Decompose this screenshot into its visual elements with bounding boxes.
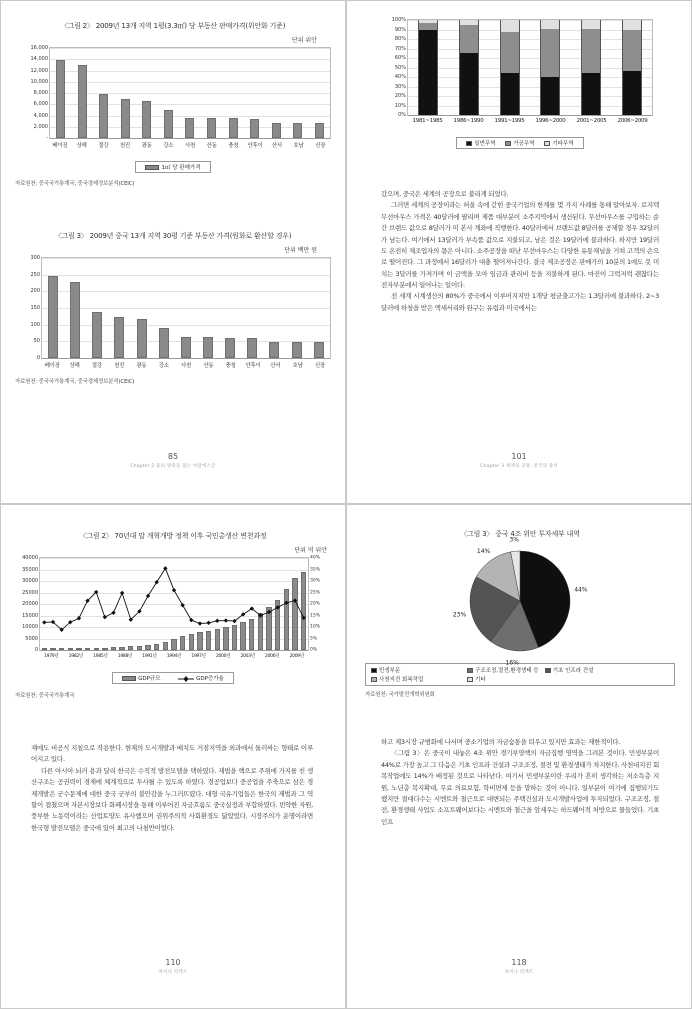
y-axis-tick: 5000 [25,635,38,642]
page-folio [347,958,691,975]
figure-unit: 단위 위안 [291,37,317,44]
x-axis-tick: 1985년 [93,654,108,659]
plot-area [391,17,653,118]
data-point [42,620,46,624]
stacked-bar [459,20,479,115]
y-axis-tick: 250 [30,271,40,278]
bar [207,118,216,138]
y-axis-tick: 10% [394,102,406,109]
y2-axis-tick: 30% [310,578,321,584]
page-body-text [31,743,313,834]
x-axis-tick: 1997년 [191,654,206,659]
y-axis-tick: 40% [394,74,406,80]
x-axis-tick: 절강 [98,143,109,149]
x-axis-tick: 1979년 [44,654,59,659]
y-axis-tick: 14,000 [30,56,48,63]
x-axis-tick: 사천 [184,143,195,149]
figure-title: 〈그림 2〉 70년대 말 개혁개방 정책 이후 국민총생산 변천과정 [79,532,267,540]
data-point [284,601,288,605]
data-point [155,580,159,584]
y-axis-tick: 40000 [22,555,38,561]
x-axis-tick: 천진 [119,143,130,149]
x-axis-tick: 2000년 [215,654,231,659]
bar [159,328,169,358]
figure-unit: 단위 백만 원 [284,247,317,254]
x-axis-labels [49,141,331,149]
bar [293,123,302,138]
y-axis-tick: 80% [394,36,406,42]
x-axis-tick: 신장 [314,363,325,369]
bar-segment [581,20,601,29]
bar-segment [500,32,520,73]
figure-source: 자료원천: 중국국가통계국 [15,693,75,699]
bar [272,123,281,138]
book-page-118 [346,504,692,1009]
pie-chart-area [365,536,675,667]
y-axis-tick: 10,000 [30,78,48,85]
page-folio [347,452,691,469]
legend-item: 구조조정,절전,환경생태 등 [467,666,539,674]
bar [164,110,173,138]
page-folio [1,958,345,975]
bar [56,60,65,138]
y-axis-tick: 20% [394,93,406,99]
bar [229,118,238,138]
bar [315,123,324,138]
paragraph: 전 세계 시계생산의 80%가 중국에서 이루어지지만 1개당 평균출고가는 1.3달러에 불과하다. 2~3달러에 하청을 받은 액세서리와 완구는 유럽과 미국에서는 [381,292,659,312]
y-axis-tick: 4,000 [33,112,48,119]
page-folio [1,452,345,469]
bar-segment [622,30,642,71]
bar [142,101,151,138]
paragraph: 하고 제3시장 규범화에 나서며 중소기업의 자금숨통을 틔우고 있지만 효과는 제한적이다. [381,738,621,746]
x-axis-tick: 안후이 [245,363,261,369]
bar-segment [540,29,560,77]
y-axis-tick: 150 [30,305,40,311]
x-axis-tick: 2006~2009 [617,118,648,124]
bar [314,342,324,358]
bar-segment [540,77,560,115]
x-axis-tick: 2001~2005 [576,118,607,124]
bar [247,338,257,358]
data-point [111,611,115,615]
bar [181,337,191,358]
data-point [103,615,107,619]
x-axis-tick: 2006년 [265,654,280,659]
x-axis-tick: 천진 [114,363,125,369]
bar-segment [622,71,642,115]
book-page-85 [0,0,346,504]
running-head: Chapter 2 용의 방축을 잡는 아랍에스건 [130,464,216,469]
data-point [267,610,271,614]
running-head: Chapter 3 세계의 공장, 중국의 종서 [480,464,558,469]
x-axis-tick: 강소 [163,143,174,149]
x-axis-tick: 베이징 [52,143,68,149]
x-axis-tick: 충칭 [225,363,236,369]
stacked-bar-series [408,20,652,115]
figure-unit: 단위 억 위안 [294,547,327,554]
figure-source: 자료원천: 중국국가통계국, 중국경제정보분석(CEIC) [15,379,135,385]
x-axis-tick: 산동 [206,143,217,149]
stacked-bar [500,20,520,115]
y-axis-tick: - [46,135,48,141]
y-axis-tick: 8,000 [33,90,48,96]
data-point [215,619,219,623]
data-point [293,598,297,602]
y-axis-tick: 16,000 [30,45,48,51]
x-axis-tick: 사천 [181,363,192,369]
x-axis-tick: 호남 [293,143,304,149]
y-axis-tick: 15000 [22,612,38,619]
figure-4trillion-investment [365,529,675,698]
y2-axis-tick: 20% [310,601,321,607]
running-head: 차이나 리액트 [504,970,534,975]
legend-item: 기타 [467,675,486,683]
data-point [276,605,280,609]
figure-source: 자료원천: 중국국가통계국, 중국경제정보분석(CEIC) [15,181,135,187]
y2-axis-tick: 40% [310,555,321,561]
running-head: 차이나 리액트 [158,970,188,975]
x-axis-tick: 베이징 [44,363,60,369]
bar-segment [540,20,560,29]
bar [203,337,213,358]
x-axis-labels [39,653,309,659]
bar [269,342,279,358]
bar-segment [581,29,601,74]
data-point [301,616,305,620]
y-axis-tick: 35000 [22,566,38,573]
page-number: 101 [511,452,527,461]
x-axis-tick: 1981~1985 [412,118,443,124]
bar [121,99,130,138]
paragraph: 다른 아시아 뇌러 용과 달리 한국은 수직적 발전모델을 택하였다. 재벌을 핵으로 주위에 가지를 친 생산구조는 공권력이 경제에 체계적으로 투사될 수 있도록 하였다. 경공업보다 중공업을 주축으로 삼은 경제개발은 군수문제에 대한 중국 군부의 불안감을 누그러뜨렸다. 대형 국유기업들은 한국의 재벌과 그 역할이 겹쳤으며 자본시장보다 화폐시장을 통해 이루어진 자금흐름도 중국실정과 부합하였다. 빈약한 자원, 풍부한 노동력이라는 산업토양도 유사했으며 권위주의적 사회환경도 닮았었다. 시장주의가 운명이라면 한국형 발전모델은 중국에 있어 최고의 나침반이었다. [31,766,313,832]
stacked-bar [418,20,438,115]
figure-title: 〈그림 3〉 중국 4조 위안 투자세부 내역 [460,530,580,538]
bar [185,118,194,138]
data-point [120,591,124,595]
data-point [172,588,176,592]
y2-axis-tick: 0% [310,647,318,653]
chart-legend [456,137,583,149]
gridline [40,650,308,651]
book-page-110 [0,504,346,1009]
bar-segment [418,23,438,30]
stacked-bar [540,20,560,115]
y-axis-tick: 300 [30,255,40,261]
plot-area [30,45,331,141]
x-axis-tick: 상해 [76,143,87,149]
y-axis-tick: 70% [394,45,406,52]
x-axis-tick: 1986~1990 [453,118,484,124]
y-axis-tick: 0% [398,112,406,118]
data-point [77,616,81,620]
pie-chart-svg [365,536,675,667]
x-axis-tick: 1991년 [142,654,157,659]
data-point [206,621,210,625]
figure-source: 자료원천: 국가발전개혁위원회 [365,692,435,698]
bar-segment [459,53,479,115]
y-axis-tick: 90% [394,26,406,33]
y-axis-tick: 50% [394,64,406,71]
x-axis-tick: 광동 [136,363,147,369]
bar-segment [581,73,601,115]
bar [78,65,87,138]
x-axis-tick: 2003년 [240,654,255,659]
figure-title: 〈그림 2〉 2009년 13개 지역 1평(3.3㎡) 당 부동산 판매가격(위안화 기준) [60,22,286,30]
stacked-bar [622,20,642,115]
y-axis-tick: 10000 [22,624,38,630]
paragraph: 그러면 세계의 공장이라는 허울 속에 갇힌 중국기업의 한계를 몇 가지 사례를 통해 알아보자. 로지텍 무선마우스 가격은 40달러에 팔리며 제품 대부분이 소주지역에서 생산된다. 무선마우스를 구입하는 순간 브랜드 값으로 8달러가 미 본사 계좌에 직행한다. 40달러에서 브랜드값 8달러를 공제할 경우 32달러가 남는다. 여기에서 13달러가 부속품 값으로 지불되고, 남은 것은 19달러에 불과하다. 하지만 19달러도 온전히 제조업자의 몫은 아니다. 소주공장을 떠난 무선마우스는 다양한 유통채널을 거쳐 고객의 손으로 떨어진다. 그 과정에서 16달러가 대충 떨어져나간다. 결국 제조공장은 판매가의 10분의 1에도 못 미치는 3달러를 가져가며 이 금액을 모아 임금과 관리비 등을 지불하게 된다. 마진이 그럭저럭 괜찮다는 전자부분에서 일어나는 일이다. [381,201,659,289]
data-point [224,618,228,622]
x-axis-labels [41,361,331,369]
x-axis-tick: 산서 [271,143,282,149]
bar-segment [459,25,479,54]
y2-axis-tick: 5% [310,636,318,641]
y2-axis-tick: 10% [310,624,321,630]
x-axis-labels [407,118,653,124]
x-axis-tick: 상해 [69,363,80,369]
y-axis-tick: 50 [33,338,40,345]
plot-area [30,255,331,361]
bar-segment [500,73,520,115]
bar [99,94,108,138]
y-axis-tick: 25000 [22,589,38,596]
bar-series [50,48,330,138]
y-axis-tick: 12,000 [30,67,48,74]
x-axis-tick: 신장 [315,143,326,149]
x-axis-tick: 충칭 [228,143,239,149]
bar [292,342,302,358]
book-page-101 [346,0,692,504]
x-axis-tick: 절강 [91,363,102,369]
data-point [180,603,184,607]
y-axis-tick: 100% [391,17,406,23]
y-axis-tick: 0 [36,355,40,361]
x-axis-tick: 강소 [158,363,169,369]
y-axis-tick: 20000 [22,601,38,607]
bar-segment [500,20,520,32]
bar [70,282,80,358]
bar [225,338,235,358]
bar-series [42,258,330,358]
bar-segment [622,20,642,30]
gridline [408,115,652,116]
legend-item: 가공무역 [505,139,534,147]
figure-housing-price-per-pyeong [15,21,331,187]
data-point [163,566,167,570]
y-axis-tick: 60% [394,55,406,61]
y-axis-tick: 0 [34,647,38,653]
x-axis-tick: 산동 [203,363,214,369]
x-axis-tick: 2009년 [289,654,304,659]
page-number: 110 [165,958,181,967]
line-series [40,558,308,650]
page-body-text [381,737,659,828]
data-point [146,594,150,598]
y-axis-tick: 30000 [22,578,38,584]
y-axis-tick: 200 [30,288,40,295]
pie-slice-label: 14% [476,547,491,555]
legend-item: 기타무역 [544,139,573,147]
chart-legend [365,663,675,686]
x-axis-tick: 1991~1995 [494,118,525,124]
bar [48,276,58,358]
plot-area [22,555,321,653]
pie-slice-label: 23% [452,611,467,619]
legend-item: 1㎡ 당 판매가격 [145,163,200,171]
bar [114,317,124,358]
legend-item: 사천지진 회복작업 [371,675,467,683]
pie-slice-label: 3% [509,536,519,544]
pie-slice-label: 16% [505,659,519,667]
page-number: 118 [511,958,527,967]
legend-item: 일반무역 [466,139,495,147]
x-axis-tick: 광동 [141,143,152,149]
figure-title: 〈그림 3〉 2009년 중국 13개 지역 30평 기준 부동산 가격(원화로 환산할 경우) [54,232,292,240]
page-number: 85 [167,452,179,461]
chart-legend [135,161,210,173]
x-axis-tick: 1996~2000 [535,118,566,124]
y-axis-tick: 6,000 [33,101,48,108]
legend-item: GDP증가율 [178,674,224,682]
x-axis-tick: 산서 [270,363,281,369]
y-axis-tick: 2,000 [33,123,48,130]
y-axis-tick: 100 [30,321,40,328]
paragraph: 〈그림 3〉은 중국이 내놓은 4조 위안 경기부양책의 자금집행 영역을 그려본 것이다. 민생부분이 44%로 가장 높고 그 다음은 기초 인프라 건설과 구조조정, 절전 및 환경생태가 차지한다. 사천대지진 회복작업에도 14%가 배정된 것으로 나타난다. 여기서 민생부분이란 우리가 흔히 생각하는 저소득층 지원, 노년층 복지확대, 무료 의료보험, 학비면제 등을 말하는 것이 아니다. 일부분이 여기에 집행되기도 했지만 절대다수는 시멘트와 철근으로 대변되는 주택건설과 도시개발사업에 투자되었다. 구조조정, 절전, 환경생태 사업도 소프트웨어보다는 시멘트와 철근을 앞세우는 하드웨어적 처방으로 물들었다. 기초 인프 [381,749,659,826]
bar [250,119,259,138]
legend-item: GDP규모 [122,674,160,682]
gridline [42,358,330,359]
gridline [50,138,330,139]
bar-segment [418,30,438,116]
data-point [189,618,193,622]
y2-axis-tick: 25% [310,590,321,595]
figure-gdp-growth [15,531,331,699]
paragraph: 갔으며, 중국은 세계의 공장으로 불리게 되었다. [381,190,509,198]
chart-legend [112,672,234,684]
legend-item: 기초 인프라 건설 [545,666,594,674]
legend-item: 민생부문 [371,666,467,674]
y2-axis-tick: 35% [310,567,321,572]
paragraph: 재에도 비공식 지침으로 작용한다. 현재의 도시개발과 배치도 거점지역을 외과에서 둘러싸는 형태로 이루어지고 있다. [31,744,313,764]
line-marker-icon [178,676,194,682]
y2-axis-tick: 15% [310,613,321,618]
x-axis-tick: 호남 [292,363,303,369]
x-axis-tick: 1982년 [68,654,83,659]
data-point [198,621,202,625]
figure-trade-composition [387,19,653,149]
x-axis-tick: 안후이 [247,143,263,149]
bar [92,312,102,358]
y-axis-tick: 30% [394,83,406,90]
bar [137,319,147,358]
pie-slice-label: 44% [574,586,588,594]
figure-housing-price-30pyeong [15,231,331,385]
x-axis-tick: 1994년 [166,654,182,659]
page-body-text [381,189,659,314]
stacked-bar [581,20,601,115]
x-axis-tick: 1988년 [117,654,133,659]
